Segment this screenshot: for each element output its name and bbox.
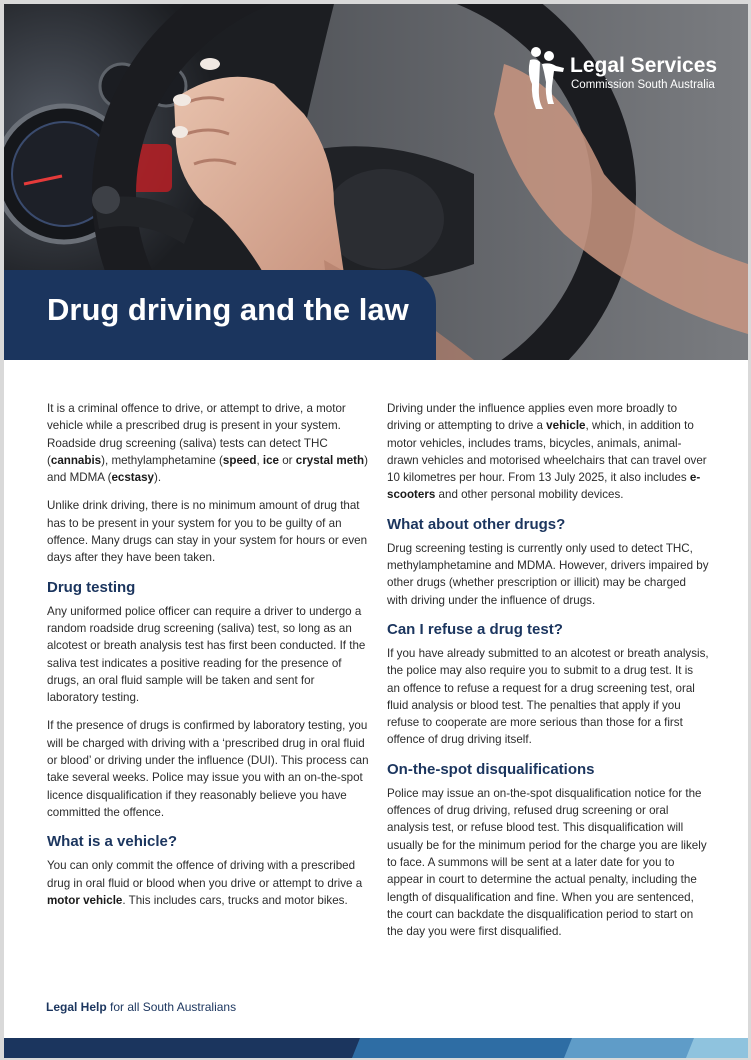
footer-color-bar [4,1038,748,1058]
bold-term: motor vehicle [47,893,123,907]
bold-term: ice [262,453,280,467]
left-column [47,400,369,920]
title-panel [4,270,436,360]
heading-vehicle: What is a vehicle? [47,833,178,851]
testing-paragraph-1: Any uniformed police officer can require a driver to undergo a random roadside drug screening (saliva) test, so long as an alcotest or breath analysis test has first been conducted. If the saliva test indicates a positive reading for the presence of drugs, an oral fluid sample will be taken and sent for laboratory testing. [47,604,366,705]
hero-banner [4,4,748,360]
bold-term: e-scooters [387,471,701,502]
footer-tagline-rest: for all South Australians [106,1000,237,1014]
testing-paragraph-2: If the presence of drugs is confirmed by laboratory testing, you will be charged with driving with a ‘prescribed drug in oral fluid or blood’ or driving under the influence (DUI). This process can take several weeks. Police may issue you with an on-the-spot licence disqualification if they reasonably believe you have committed the offence. [47,719,369,819]
bold-term: speed [222,453,257,467]
legal-services-logo [526,46,716,110]
document-page [4,4,748,1058]
logo-name: Legal Services [570,54,718,77]
other-drugs-paragraph: Drug screening testing is currently only used to detect THC, methylamphetamine and MDMA. However, drivers impaired by other drugs (whether prescription or illicit) may be charged with driving under the influence of drugs. [387,541,709,607]
logo-subtitle: Commission South Australia [571,79,715,91]
vehicle-paragraph: You can only commit the offence of driving with a prescribed drug in oral fluid or blood when you drive or attempt to drive a motor vehicle. This includes cars, trucks and motor bikes. [47,859,363,907]
intro-paragraph-2: Unlike drink driving, there is no minimum amount of drug that has to be present in your system for you to be guilty of an offence. Many drugs can stay in your system for hours or even days after they have been taken. [47,499,368,565]
bold-term: vehicle [546,419,586,433]
logo-figures-icon [526,46,566,110]
bold-term: ecstasy [111,471,154,485]
page-title: Drug driving and the law [47,292,409,327]
heading-refuse-test: Can I refuse a drug test? [387,620,563,638]
heading-drug-testing: Drug testing [47,578,136,596]
bold-term: crystal meth [295,453,365,467]
bold-term: cannabis [50,453,102,467]
heading-other-drugs: What about other drugs? [387,515,566,533]
dui-paragraph: Driving under the influence applies even more broadly to driving or attempting to drive a vehicle, which, in addition to motor vehicles, includes trams, bicycles, animals, animal-drawn vehicles and motorised wheelchairs that can travel over 10 kilometres per hour. From 13 July 2025, it also includes e-scooters and other personal mobility devices. [387,402,707,502]
right-column [387,400,709,951]
refuse-paragraph: If you have already submitted to an alcotest or breath analysis, the police may also require you to submit to a drug test. It is an offence to refuse a request for a drug screening test, oral fluid analysis or blood test. The penalties that apply if you refuse to cooperate are more serious than those for a first offence of drug driving itself. [387,646,709,747]
heading-disqualifications: On-the-spot disqualifications [387,760,595,778]
footer-tagline [46,1000,236,1014]
footer-tagline-strong: Legal Help [46,1000,107,1014]
disqualification-paragraph: Police may issue an on-the-spot disqualification notice for the offences of drug driving, refused drug screening or oral analysis test, or refuse blood test. This disqualification will usually be for the minimum period for the charge you are likely to face. A summons will be sent at a later date for you to appear in court to determine the actual penalty, including the length of disqualification and fine. When you are sentenced, the court can backdate the disqualification period to start on the day you were first disqualified. [387,786,707,939]
intro-paragraph-1: It is a criminal offence to drive, or attempt to drive, a motor vehicle while a prescribed drug is present in your system. Roadside drug screening (saliva) tests can detect THC (cannabis), methylamphetamine (speed, ice or crystal meth) and MDMA (ecstasy). [47,402,368,485]
